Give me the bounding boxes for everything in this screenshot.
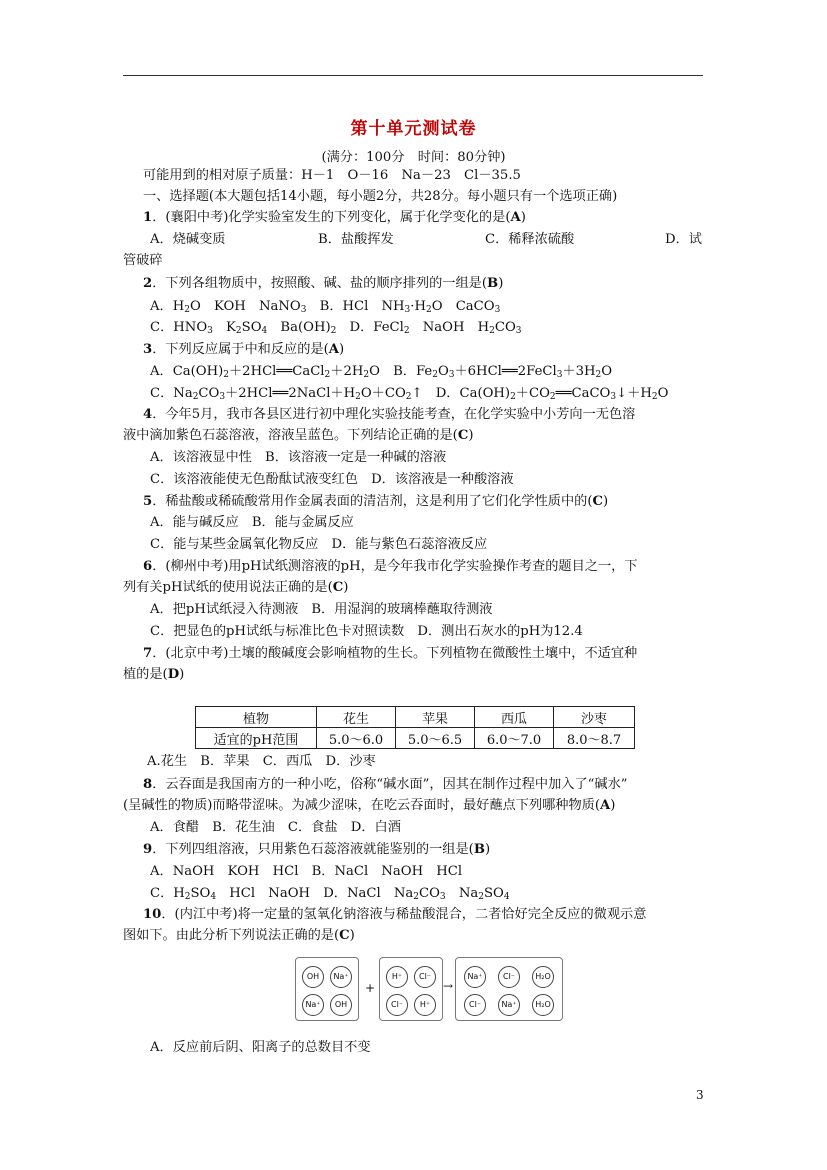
- question-8: 8．云吞面是我国南方的一种小吃，俗称“碱水面”，因其在制作过程中加入了“碱水”: [143, 777, 628, 792]
- h-ion: H⁺: [386, 966, 408, 988]
- water-molecule: H₂O: [532, 994, 554, 1016]
- q1-option-d-wrap: 管破碎: [123, 253, 163, 268]
- subtitle: (满分：100分 时间：80分钟): [321, 150, 506, 165]
- product-box: [455, 957, 563, 1021]
- naoh-box: [295, 957, 359, 1021]
- question-10-cont: 图如下。由此分析下列说法正确的是(C): [123, 928, 355, 943]
- table-cell: 苹果: [396, 707, 475, 728]
- q10-option-a: A．反应前后阴、阳离子的总数目不变: [150, 1040, 371, 1055]
- q7-options: A.花生 B．苹果 C．西瓜 D．沙枣: [147, 754, 376, 769]
- q4-options-ab: A．该溶液显中性 B．该溶液一定是一种碱的溶液: [150, 450, 447, 465]
- page-title: 第十单元测试卷: [350, 119, 477, 139]
- question-4: 4．今年5月，我市各县区进行初中理化实验技能考查，在化学实验中小芳向一无色溶: [143, 407, 636, 422]
- hcl-box: [379, 957, 443, 1021]
- na-ion: Na⁺: [302, 994, 324, 1016]
- q5-options-cd: C．能与某些金属氧化物反应 D．能与紫色石蕊溶液反应: [150, 537, 488, 552]
- na-ion: Na⁺: [330, 966, 352, 988]
- question-6-cont: 列有关pH试纸的使用说法正确的是(C): [123, 580, 349, 595]
- table-cell: 8.0～8.7: [554, 728, 635, 749]
- water-molecule: H₂O: [532, 966, 554, 988]
- table-cell: 适宜的pH范围: [196, 728, 317, 749]
- cl-ion: Cl⁻: [414, 966, 436, 988]
- cl-ion: Cl⁻: [498, 966, 520, 988]
- q2-options-cd: C．$HNO_3$ $K_2SO_4$ $Ba(OH)_2$ D．FeCl$_2$ NaOH $H_2CO_3$: [150, 320, 522, 336]
- table-cell: 5.0～6.5: [396, 728, 475, 749]
- q6-options-cd: C．把显色的pH试纸与标准比色卡对照读数 D．测出石灰水的pH为12.4: [150, 624, 583, 639]
- cl-ion: Cl⁻: [464, 994, 486, 1016]
- question-5: 5．稀盐酸或稀硫酸常用作金属表面的清洁剂，这是利用了它们化学性质中的(C): [143, 494, 609, 509]
- q2-options-ab: A．$H_2O$ KOH NaNO$_3$ B．HCl $NH_3\cdot H_2O$ CaCO$_3$: [150, 299, 501, 315]
- question-7: 7．(北京中考)土壤的酸碱度会影响植物的生长。下列植物在微酸性土壤中，不适宜种: [143, 646, 638, 661]
- ph-table: [195, 706, 635, 749]
- q4-options-cd: C．该溶液能使无色酚酞试液变红色 D．该溶液是一种酸溶液: [150, 472, 514, 487]
- page-number: 3: [696, 1088, 704, 1102]
- q6-options-ab: A．把pH试纸浸入待测液 B．用湿润的玻璃棒蘸取待测液: [150, 602, 493, 617]
- q9-options-ab: A．NaOH KOH HCl B．NaCl NaOH HCl: [150, 864, 463, 879]
- q3-options-ab: A．$Ca(OH)_2+2HCl══CaCl_2+2H_2O$ B．$Fe_2O_3+6HCl══2FeCl_3+3H_2O$: [150, 364, 613, 380]
- h-ion: H⁺: [414, 994, 436, 1016]
- table-cell: 西瓜: [475, 707, 554, 728]
- question-6: 6．(柳州中考)用pH试纸测溶液的pH，是今年我市化学实验操作考查的题目之一，下: [143, 559, 638, 574]
- q9-options-cd: C．$H_2SO_4$ HCl NaOH D．NaCl $Na_2CO_3$ $Na_2SO_4$: [150, 886, 510, 902]
- question-2: 2．下列各组物质中，按照酸、碱、盐的顺序排列的一组是(B): [143, 276, 504, 291]
- question-8-cont: (呈碱性的物质)而略带涩味。为减少涩味，在吃云吞面时，最好蘸点下列哪种物质(A): [123, 798, 616, 813]
- q3-options-cd: C．$Na_2CO_3+2HCl══2NaCl+H_2O+CO_2↑$ D．$Ca(OH)_2+CO_2══CaCO_3↓+H_2O$: [150, 386, 669, 402]
- table-header-row: [196, 707, 635, 728]
- oh-ion: OH: [302, 966, 324, 988]
- question-3: 3．下列反应属于中和反应的是(A): [143, 342, 345, 357]
- q8-options: A．食醋 B．花生油 C．食盐 D．白酒: [150, 820, 401, 835]
- na-ion: Na⁺: [464, 966, 486, 988]
- oh-ion: OH: [330, 994, 352, 1016]
- table-cell: 花生: [317, 707, 396, 728]
- header-rule: [123, 75, 703, 76]
- table-cell: 5.0～6.0: [317, 728, 396, 749]
- question-7-cont: 植的是(D): [123, 667, 185, 682]
- question-4-cont: 液中滴加紫色石蕊溶液，溶液呈蓝色。下列结论正确的是(C): [123, 428, 474, 443]
- atomic-masses: 可能用到的相对原子质量：H－1 O－16 Na－23 Cl－35.5: [143, 168, 521, 183]
- arrow-icon: →: [443, 979, 454, 993]
- plus-sign: +: [365, 981, 376, 995]
- table-cell: 沙枣: [554, 707, 635, 728]
- q5-options-ab: A．能与碱反应 B．能与金属反应: [150, 515, 354, 530]
- cl-ion: Cl⁻: [386, 994, 408, 1016]
- question-1: 1．(襄阳中考)化学实验室发生的下列变化，属于化学变化的是(A): [143, 210, 526, 225]
- section-heading: 一、选择题(本大题包括14小题，每小题2分，共28分。每小题只有一个选项正确): [143, 189, 618, 204]
- table-row: [196, 728, 635, 749]
- table-cell: 植物: [196, 707, 317, 728]
- question-10: 10．(内江中考)将一定量的氢氧化钠溶液与稀盐酸混合，二者恰好完全反应的微观示意: [143, 907, 647, 922]
- reaction-diagram: [295, 957, 565, 1023]
- question-9: 9．下列四组溶液，只用紫色石蕊溶液就能鉴别的一组是(B): [143, 842, 491, 857]
- table-cell: 6.0～7.0: [475, 728, 554, 749]
- na-ion: Na⁺: [498, 994, 520, 1016]
